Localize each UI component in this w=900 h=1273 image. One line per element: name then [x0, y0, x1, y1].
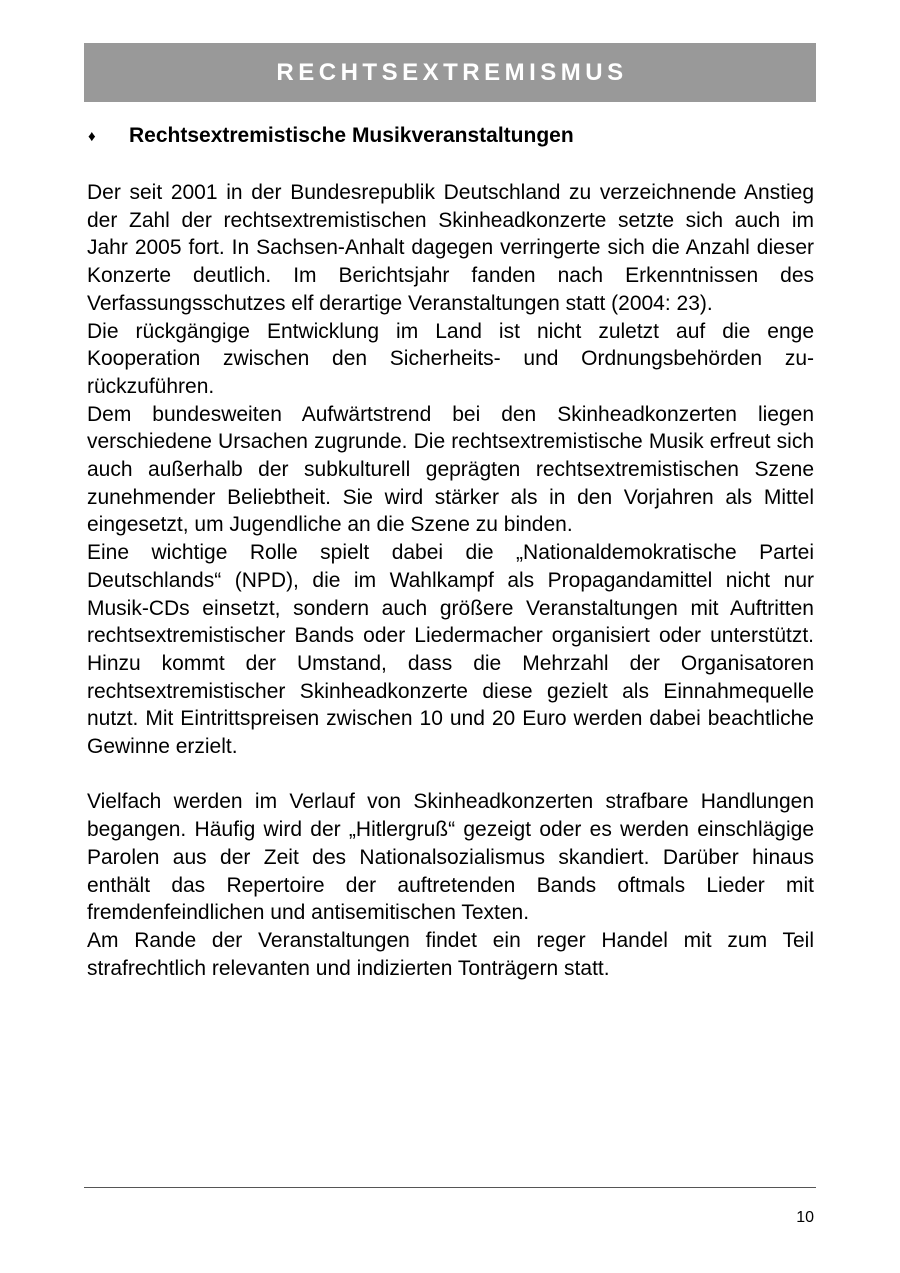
paragraph: Eine wichtige Rolle spielt dabei die „Nationaldemokratische Partei Deutschlands“ (NPD), die im Wahlkampf als Propagandamittel nicht nur Musik-CDs einsetzt, sondern auch größere Veranstaltungen mit Auftritten rechtsextremistischer Bands oder Liedermacher organisiert oder unterstützt. Hinzu kommt der Umstand, dass die Mehrzahl der Organisatoren rechtsextremistischer Skinheadkonzerte diese gezielt als Einnahmequelle nutzt. Mit Eintrittspreisen zwischen 10 und 20 Euro werden dabei beachtliche Gewinne erzielt.: [87, 541, 814, 759]
section-heading-text: Rechtsextremistische Musikveranstaltungen: [129, 124, 574, 147]
paragraph: Dem bundesweiten Aufwärtstrend bei den Skinheadkonzerten liegen verschiedene Ursachen zugrunde. Die rechtsextremistische Musik erfreut sich auch außerhalb der subkulturell geprägten rechtsextremistischen Szene zunehmender Beliebtheit. Sie wird stärker als in den Vorjahren als Mittel eingesetzt, um Jugendliche an die Szene zu binden.: [87, 402, 814, 537]
paragraph: Vielfach werden im Verlauf von Skinheadkonzerten strafbare Handlungen begangen. Häufig wird der „Hitlergruß“ gezeigt oder es werden einschlägige Parolen aus der Zeit des Nationalsozialismus skandiert. Darüber hinaus enthält das Repertoire der auftretenden Bands oftmals Lieder mit fremdenfeindlichen und antisemitischen Texten.: [87, 790, 814, 925]
paragraph: Der seit 2001 in der Bundesrepublik Deutschland zu verzeichnende Anstieg der Zahl der rechtsextremistischen Skinheadkonzerte setzte sich auch im Jahr 2005 fort. In Sachsen-Anhalt dagegen verringerte sich die Anzahl dieser Konzerte deutlich. Im Berichtsjahr fanden nach Erkenntnissen des Verfassungsschutzes elf derartige Veranstaltungen statt (2004: 23).: [87, 181, 814, 315]
header-bar: [84, 43, 816, 102]
body-text: [87, 179, 814, 982]
section-heading: [88, 124, 816, 148]
footer-divider: [84, 1187, 816, 1188]
diamond-bullet-icon: ♦: [88, 127, 96, 145]
page-number: 10: [796, 1209, 814, 1226]
header-title: RECHTSEXTREMISMUS: [276, 58, 628, 86]
paragraph: Die rückgängige Entwicklung im Land ist nicht zuletzt auf die enge Kooperation zwischen den Sicherheits- und Ordnungsbehörden zurückzuführen.: [87, 319, 814, 398]
paragraph: Am Rande der Veranstaltungen findet ein reger Handel mit zum Teil strafrechtlich relevanten und indizierten Tonträgern statt.: [87, 928, 814, 980]
